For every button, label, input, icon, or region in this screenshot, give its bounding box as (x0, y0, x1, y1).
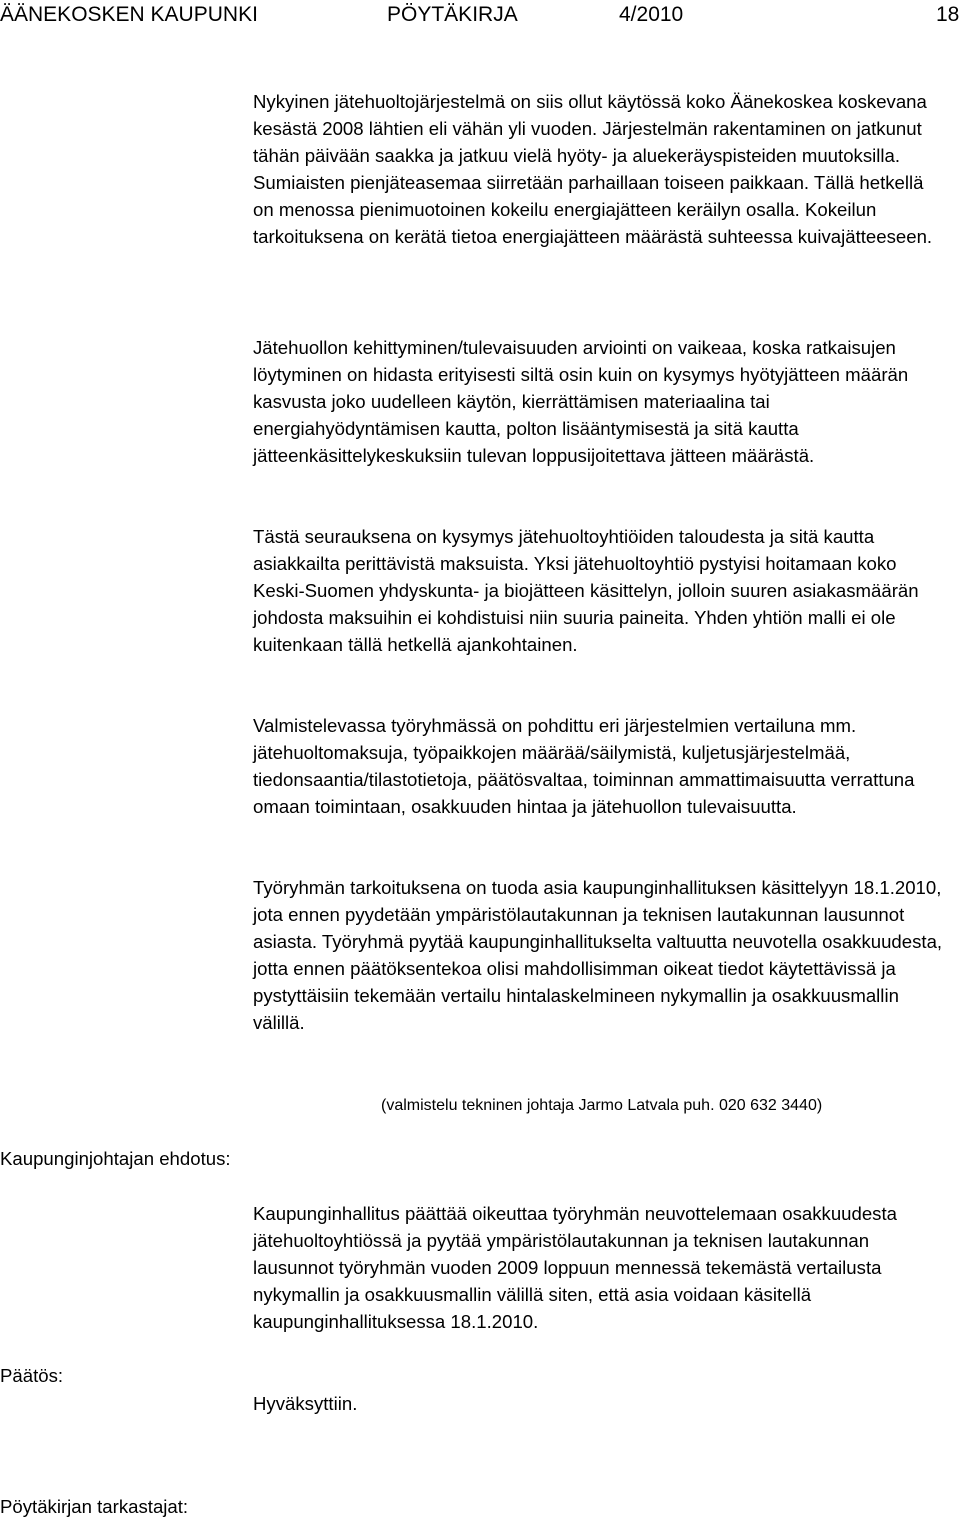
paragraph-economy: Tästä seurauksena on kysymys jätehuoltoyhtiöiden taloudesta ja sitä kautta asiakkailta perittävistä maksuista. Yksi jätehuoltoyhtiö pystyisi hoitamaan koko Keski-Suomen yhdyskunta- ja biojätteen käsittelyn, jolloin suuren asiakasmäärän johdosta maksuihin ei kohdistuisi niin suuria paineita. Yhden yhtiön malli ei ole kuitenkaan tällä hetkellä ajankohtainen. (253, 526, 919, 655)
organization-name: ÄÄNEKOSKEN KAUPUNKI (0, 3, 258, 26)
paragraph-current-system: Nykyinen jätehuoltojärjestelmä on siis ollut käytössä koko Äänekoskea koskevana kesästä 2008 lähtien eli vähän yli vuoden. Järjestelmän rakentaminen on jatkunut tähän päivään saakka ja jatkuu vielä hyöty- ja aluekeräyspisteiden muutoksilla. Sumiaisten pienjäteasemaa siirretään parhaillaan toiseen paikkaan. Tällä hetkellä on menossa pienimuotoinen kokeilu energiajätteen keräilyn osalla. Kokeilun tarkoituksena on kerätä tietoa energiajätteen määrästä suhteessa kuivajätteeseen. (253, 91, 933, 247)
page-header (0, 0, 960, 30)
decision-label: Päätös: (0, 1365, 64, 1386)
proposal-label: Kaupunginjohtajan ehdotus: (0, 1148, 231, 1169)
preparer-note: (valmistelu tekninen johtaja Jarmo Latvala puh. 020 632 3440) (381, 1097, 823, 1114)
paragraph-working-group: Valmistelevassa työryhmässä on pohdittu eri järjestelmien vertailuna mm. jätehuoltomaksuja, työpaikkojen määrää/säilymistä, kuljetusjärjestelmää, tiedonsaantia/tilastotietoja, päätösvaltaa, toiminnan ammattimaisuutta verrattuna omaan toimintaan, osakkuuden hintaa ja jätehuollon tulevaisuutta. (253, 715, 915, 817)
minutes-checkers-label: Pöytäkirjan tarkastajat: (0, 1496, 189, 1517)
page-number: 18 (936, 3, 960, 26)
paragraph-working-group-aim: Työryhmän tarkoituksena on tuoda asia kaupunginhallituksen käsittelyyn 18.1.2010, jota ennen pyydetään ympäristölautakunnan ja teknisen lautakunnan lausunnot asiasta. Työryhmä pyytää kaupunginhallitukselta valtuutta neuvotella osakkuudesta, jotta ennen päätöksentekoa olisi mahdollisimman oikeat tiedot käytettävissä ja pystyttäisiin tekemään vertailu hintalaskelmineen nykymallin ja osakkuusmallin välillä. (253, 877, 943, 1033)
proposal-text: Kaupunginhallitus päättää oikeuttaa työryhmän neuvottelemaan osakkuudesta jätehuoltoyhtiössä ja pyytää ympäristölautakunnan ja teknisen lautakunnan lausunnot työryhmän vuoden 2009 loppuun mennessä tekemästä vertailusta nykymallin ja osakkuusmallin välillä siten, että asia voidaan käsitellä kaupunginhallituksessa 18.1.2010. (253, 1203, 897, 1332)
paragraph-future-assessment: Jätehuollon kehittyminen/tulevaisuuden arviointi on vaikeaa, koska ratkaisujen löytyminen on hidasta erityisesti siltä osin kuin on kysymys hyötyjätteen määrän kasvusta joko uudelleen käytön, kierrättämisen materiaalina tai energiahyödyntämisen kautta, polton lisääntymisestä ja sitä kautta jätteenkäsittelykeskuksiin tulevan loppusijoitettava jätteen määrästä. (253, 337, 909, 466)
decision-text: Hyväksyttiin. (253, 1393, 358, 1414)
document-number: 4/2010 (619, 3, 684, 26)
document-type: PÖYTÄKIRJA (387, 3, 518, 26)
